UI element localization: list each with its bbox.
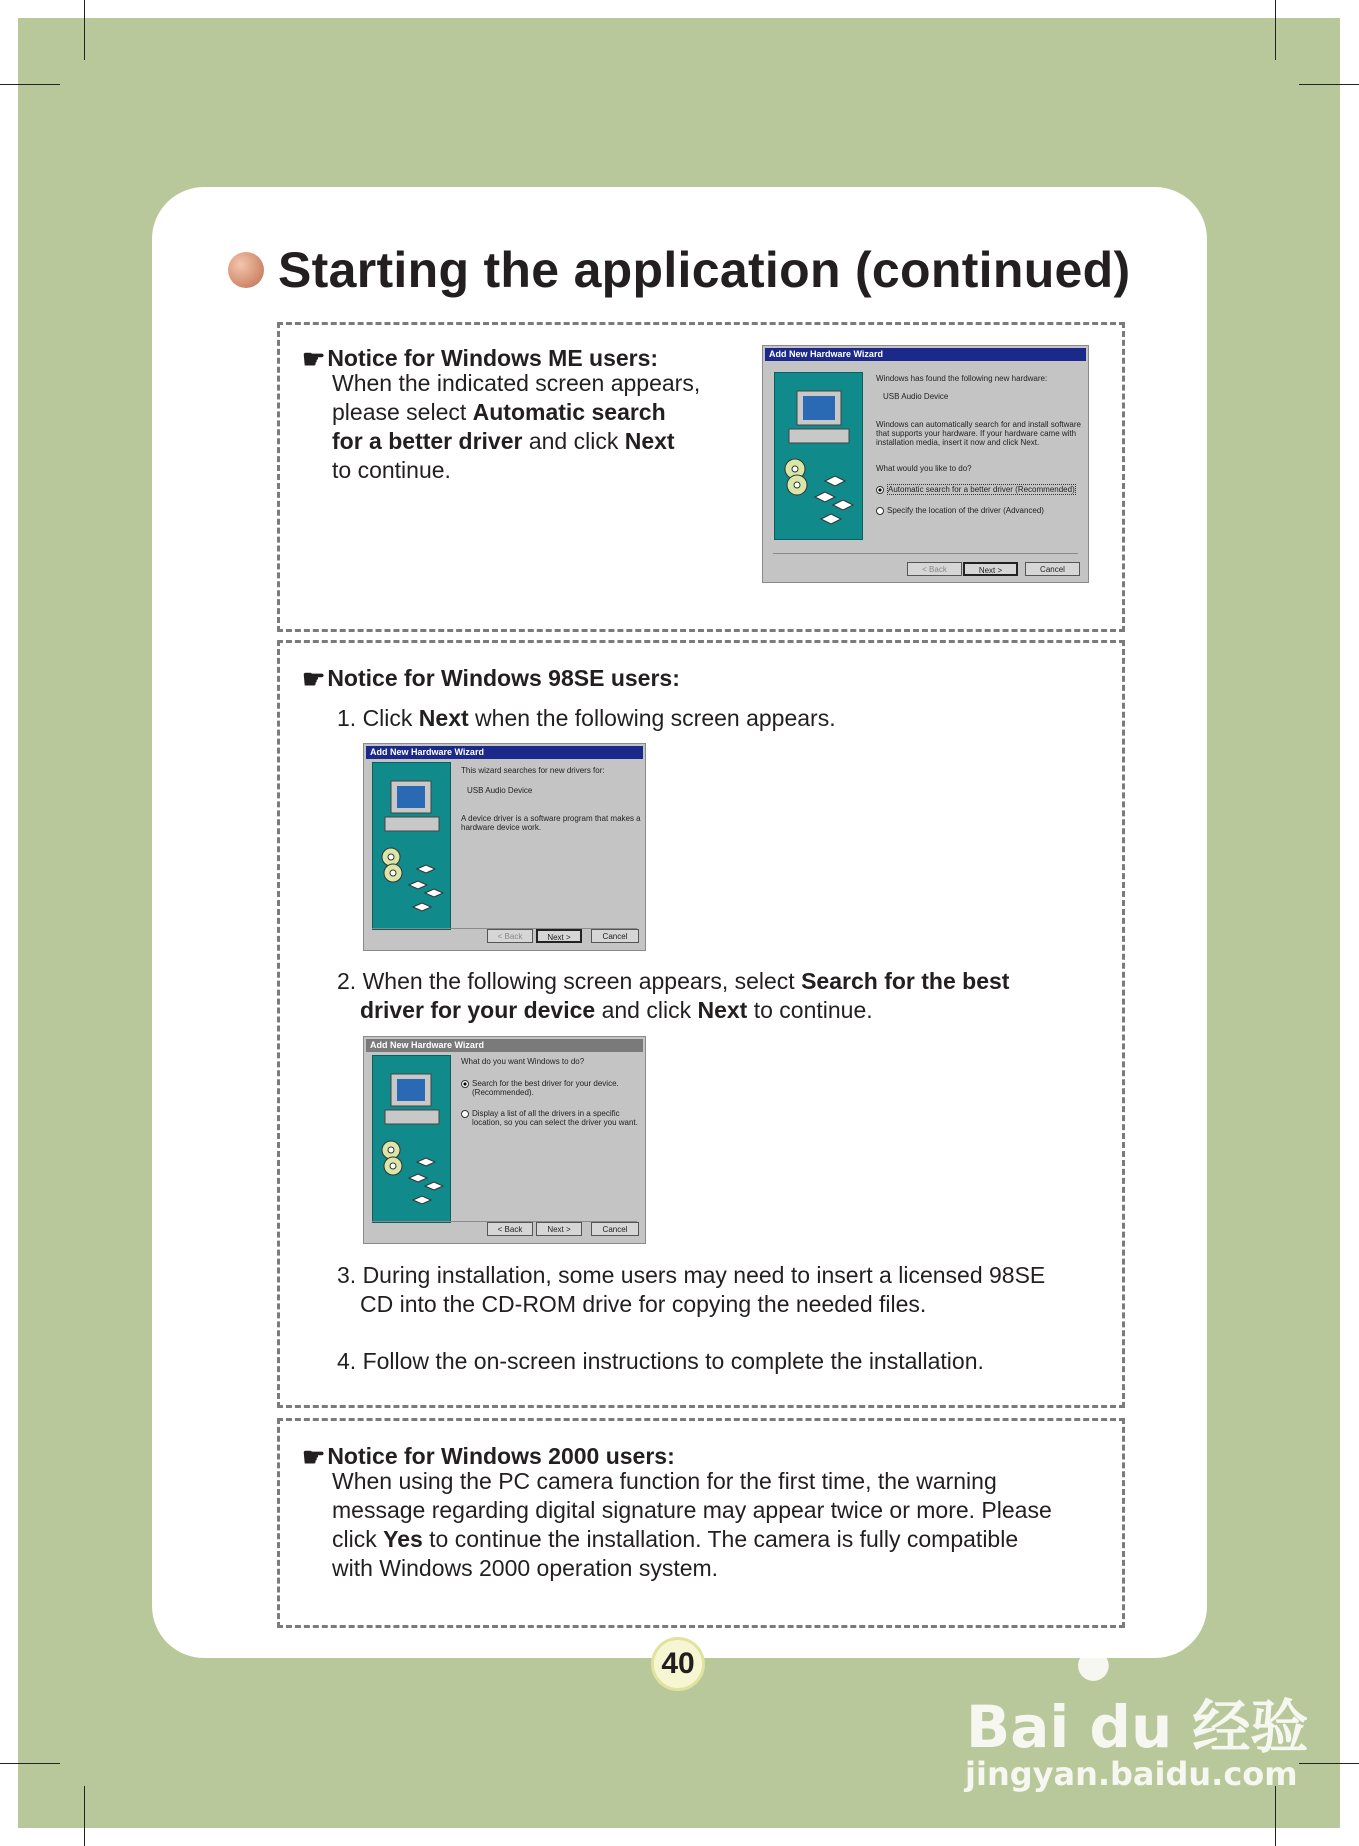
text-line bbox=[337, 1290, 1097, 1319]
next-button: Next > bbox=[536, 929, 582, 943]
wizard-separator bbox=[773, 553, 1078, 554]
back-button: < Back bbox=[907, 562, 962, 576]
screenshot-me-wizard bbox=[762, 345, 1089, 583]
paw-icon: ● bbox=[1076, 1640, 1111, 1686]
pointing-hand-icon: ☛ bbox=[302, 1441, 326, 1472]
notice-body-2000 bbox=[332, 1467, 1122, 1583]
step-1 bbox=[337, 704, 1097, 733]
computer-illustration-icon bbox=[775, 373, 862, 539]
text-span: When the indicated screen appears, bbox=[332, 370, 701, 396]
radio-icon bbox=[876, 507, 884, 515]
bold-text: Search for the best bbox=[801, 968, 1010, 994]
bold-text: Next bbox=[624, 428, 675, 454]
text-span: and click bbox=[595, 997, 698, 1023]
wizard-text: This wizard searches for new drivers for: bbox=[461, 766, 605, 775]
cancel-button: Cancel bbox=[1025, 562, 1080, 576]
watermark-url: jingyan.baidu.com bbox=[965, 1755, 1298, 1793]
wizard-text: What do you want Windows to do? bbox=[461, 1057, 585, 1066]
wizard-title: Add New Hardware Wizard bbox=[366, 1039, 643, 1052]
wizard-text: Windows can automatically search for and install software bbox=[876, 420, 1081, 429]
text-span: please select bbox=[332, 399, 473, 425]
notice-heading-text: Notice for Windows 98SE users: bbox=[327, 665, 680, 691]
back-button: < Back bbox=[487, 929, 533, 943]
text-line bbox=[337, 1261, 1097, 1290]
computer-illustration-icon bbox=[373, 1056, 450, 1222]
bold-text: for a better driver bbox=[332, 428, 523, 454]
wizard-text: What would you like to do? bbox=[876, 464, 972, 473]
text-line bbox=[337, 704, 1097, 733]
computer-illustration-icon bbox=[373, 763, 450, 929]
crop-mark bbox=[0, 1763, 60, 1764]
bold-text: Next bbox=[697, 997, 748, 1023]
wizard-text: A device driver is a software program that makes a bbox=[461, 814, 641, 823]
crop-mark bbox=[1275, 0, 1276, 60]
wizard-option-1: Search for the best driver for your device. bbox=[461, 1079, 619, 1089]
text-line bbox=[332, 398, 732, 427]
radio-icon bbox=[461, 1110, 469, 1118]
text-span: click bbox=[332, 1526, 384, 1552]
text-span: when the following screen appears. bbox=[468, 705, 836, 731]
text-span: 3. During installation, some users may need to insert a licensed 98SE bbox=[337, 1262, 1046, 1288]
next-button: Next > bbox=[536, 1222, 582, 1236]
text-line bbox=[332, 369, 732, 398]
text-span: 4. Follow the on-screen instructions to complete the installation. bbox=[337, 1348, 984, 1374]
notice-heading-me bbox=[302, 345, 658, 372]
notice-body-me bbox=[332, 369, 732, 485]
bold-text: Automatic search bbox=[472, 399, 666, 425]
page-title-row bbox=[228, 240, 1130, 300]
crop-mark bbox=[0, 84, 60, 85]
text-line bbox=[337, 967, 1097, 996]
back-button: < Back bbox=[487, 1222, 533, 1236]
wizard-option-2: Specify the location of the driver (Advanced) bbox=[876, 506, 1044, 516]
bold-text: driver for your device bbox=[360, 997, 596, 1023]
text-span: 2. When the following screen appears, select bbox=[337, 968, 802, 994]
step-2 bbox=[337, 967, 1097, 1025]
notice-heading-98se bbox=[302, 665, 680, 692]
page-number: 40 bbox=[651, 1637, 705, 1691]
text-span: and click bbox=[522, 428, 625, 454]
screenshot-98se-wizard-2 bbox=[363, 1036, 646, 1244]
text-span: 1. Click bbox=[337, 705, 419, 731]
wizard-illustration bbox=[774, 372, 863, 540]
crop-mark bbox=[1299, 84, 1359, 85]
wizard-device: USB Audio Device bbox=[467, 786, 533, 795]
text-line bbox=[337, 1347, 1097, 1376]
step-4 bbox=[337, 1347, 1097, 1376]
text-line bbox=[332, 1467, 1122, 1496]
bullet-dot-icon bbox=[228, 252, 264, 288]
wizard-text: hardware device work. bbox=[461, 823, 542, 832]
wizard-illustration bbox=[372, 1055, 451, 1223]
wizard-text: (Recommended). bbox=[472, 1088, 534, 1097]
text-line bbox=[332, 1525, 1122, 1554]
text-span: to continue. bbox=[747, 997, 873, 1023]
page-title: Starting the application (continued) bbox=[278, 242, 1131, 298]
text-span: message regarding digital signature may appear twice or more. Please bbox=[332, 1497, 1052, 1523]
text-line bbox=[332, 1496, 1122, 1525]
pointing-hand-icon: ☛ bbox=[302, 663, 326, 694]
text-span: When using the PC camera function for the first time, the warning bbox=[332, 1468, 997, 1494]
radio-selected-icon bbox=[461, 1080, 469, 1088]
wizard-text: location, so you can select the driver you want. bbox=[472, 1118, 638, 1127]
wizard-text: that supports your hardware. If your hardware came with bbox=[876, 429, 1077, 438]
next-button: Next > bbox=[963, 562, 1018, 576]
cancel-button: Cancel bbox=[591, 1222, 639, 1236]
wizard-title: Add New Hardware Wizard bbox=[366, 746, 643, 759]
notice-heading-text: Notice for Windows ME users: bbox=[327, 345, 659, 371]
text-span: to continue the installation. The camera is fully compatible bbox=[422, 1526, 1019, 1552]
text-span: with Windows 2000 operation system. bbox=[332, 1555, 719, 1581]
notice-heading-2000 bbox=[302, 1443, 675, 1470]
wizard-text: installation media, insert it now and click Next. bbox=[876, 438, 1040, 447]
cancel-button: Cancel bbox=[591, 929, 639, 943]
radio-selected-icon bbox=[876, 486, 884, 494]
watermark-logo: Bai du 经验 bbox=[966, 1693, 1309, 1761]
text-line bbox=[332, 427, 732, 456]
crop-mark bbox=[84, 0, 85, 60]
wizard-text: Windows has found the following new hardware: bbox=[876, 374, 1048, 383]
screenshot-98se-wizard-1 bbox=[363, 743, 646, 951]
crop-mark bbox=[1275, 1786, 1276, 1846]
wizard-device: USB Audio Device bbox=[883, 392, 949, 401]
text-span: to continue. bbox=[332, 457, 451, 483]
crop-mark bbox=[84, 1786, 85, 1846]
text-line bbox=[332, 456, 732, 485]
text-line bbox=[337, 996, 1097, 1025]
wizard-illustration bbox=[372, 762, 451, 930]
wizard-option-2: Display a list of all the drivers in a specific bbox=[461, 1109, 620, 1119]
pointing-hand-icon: ☛ bbox=[302, 343, 326, 374]
text-line bbox=[332, 1554, 1122, 1583]
bold-text: Next bbox=[418, 705, 469, 731]
wizard-option-1: Automatic search for a better driver (Recommended) bbox=[876, 485, 1076, 495]
notice-heading-text: Notice for Windows 2000 users: bbox=[327, 1443, 675, 1469]
bold-text: Yes bbox=[383, 1526, 423, 1552]
wizard-title: Add New Hardware Wizard bbox=[765, 348, 1086, 361]
text-span: CD into the CD-ROM drive for copying the needed files. bbox=[360, 1291, 927, 1317]
step-3 bbox=[337, 1261, 1097, 1319]
